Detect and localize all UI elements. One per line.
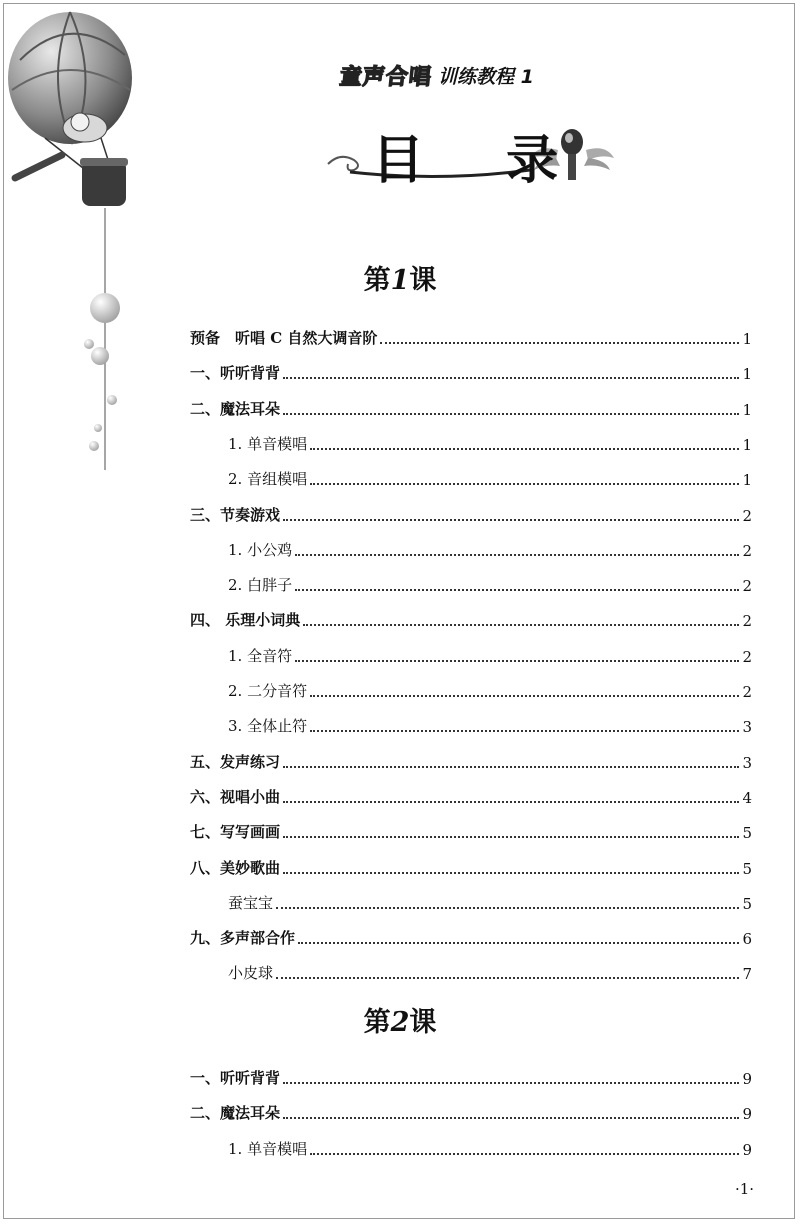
toc-entry[interactable] [190, 600, 752, 630]
toc-entry-page: 2 [742, 577, 752, 596]
toc-entry[interactable] [228, 1129, 752, 1159]
toc-leader-dots [276, 907, 739, 909]
toc-entry-label: 小皮球 [228, 964, 274, 983]
title-block [320, 112, 620, 192]
toc-entry-label: 八、美妙歌曲 [190, 858, 281, 877]
toc-entry-page: 2 [742, 506, 752, 525]
toc-entry[interactable] [190, 812, 752, 842]
toc-leader-dots [298, 942, 739, 944]
toc-entry[interactable] [228, 883, 752, 913]
toc-entry-label: 五、发声练习 [190, 752, 281, 771]
series-brand [340, 58, 534, 92]
toc-entry-page: 3 [742, 753, 752, 772]
lesson-2-heading: 第2课 [363, 1007, 437, 1038]
toc-entry-label: 1. 单音模唱 [228, 1139, 308, 1158]
toc-leader-dots [283, 872, 739, 874]
toc-entry[interactable] [190, 918, 752, 948]
toc-entry-page: 5 [742, 859, 752, 878]
toc-entry-page: 1 [742, 400, 752, 419]
toc-entry-page: 2 [742, 683, 752, 701]
toc-leader-dots [295, 589, 739, 591]
toc-entry[interactable] [228, 565, 752, 595]
toc-entry-label: 一、听听背背 [190, 1069, 281, 1087]
toc-entry-label: 六、视唱小曲 [190, 787, 281, 806]
toc-entry-label: 2. 二分音符 [228, 682, 308, 700]
toc-entry-page: 5 [742, 894, 752, 913]
toc-entry[interactable] [228, 636, 752, 666]
toc-leader-dots [380, 342, 739, 344]
toc-entry[interactable] [228, 671, 752, 701]
toc-entry-page: 6 [742, 930, 752, 949]
toc-entry[interactable] [228, 530, 752, 560]
toc-leader-dots [283, 377, 739, 379]
toc-leader-dots [295, 660, 739, 662]
toc-leader-dots [310, 448, 739, 450]
toc-entry-label: 2. 音组模唱 [228, 470, 308, 489]
toc-leader-dots [283, 413, 739, 415]
toc-entry[interactable] [228, 953, 752, 983]
toc-entry-page: 9 [742, 1105, 752, 1124]
toc-leader-dots [276, 977, 739, 979]
toc-entry[interactable] [190, 318, 752, 348]
toc-entry-page: 2 [742, 612, 752, 631]
toc-entry-label: 九、多声部合作 [190, 929, 296, 948]
toc-leader-dots [310, 695, 739, 697]
toc-entry-label: 1. 单音模唱 [228, 434, 308, 453]
toc-leader-dots [283, 1082, 739, 1084]
toc-entry-page: 7 [742, 965, 752, 984]
toc-entry[interactable] [228, 706, 752, 736]
toc-entry-label: 一、听听背背 [190, 364, 281, 383]
toc-entry-page: 1 [742, 471, 752, 490]
toc-entry-page: 1 [742, 365, 752, 384]
toc-entry[interactable] [190, 389, 752, 419]
toc-entry-label: 四、 乐理小词典 [190, 611, 301, 630]
toc-entry-page: 4 [742, 788, 752, 807]
toc-leader-dots [303, 624, 739, 626]
toc-entry-page: 9 [742, 1140, 752, 1159]
series-logo: 童声合唱 [338, 64, 434, 90]
toc-entry[interactable] [190, 848, 752, 878]
toc-entry-page: 1 [742, 435, 752, 454]
toc-leader-dots [283, 519, 739, 521]
toc-entry[interactable] [190, 353, 752, 383]
toc-entry-label: 蚕宝宝 [228, 893, 274, 912]
toc-entry-label: 2. 白胖子 [228, 576, 293, 595]
toc-entry-label: 1. 小公鸡 [228, 540, 293, 559]
toc-entry-page: 1 [742, 330, 752, 348]
hot-air-balloon-icon [0, 0, 160, 470]
toc-entry[interactable] [228, 459, 752, 489]
toc-leader-dots [283, 836, 739, 838]
toc-entry-page: 2 [742, 541, 752, 560]
toc-leader-dots [283, 801, 739, 803]
toc-entry-label: 3. 全体止符 [228, 717, 308, 736]
toc-leader-dots [310, 1153, 739, 1155]
toc-entry-label: 三、节奏游戏 [190, 505, 281, 524]
series-subtitle: 训练教程 1 [438, 65, 534, 88]
toc-leader-dots [283, 1117, 739, 1119]
toc-leader-dots [310, 483, 739, 485]
toc-leader-dots [295, 554, 739, 556]
page-number: ·1· [735, 1180, 755, 1198]
toc-entry-page: 3 [742, 718, 752, 737]
toc-entry[interactable] [228, 424, 752, 454]
toc-entry-page: 2 [742, 647, 752, 666]
page-title: 目 录 [372, 131, 591, 191]
toc-entry-label: 预备 听唱 C 自然大调音阶 [190, 329, 378, 347]
toc-entry-label: 七、写写画画 [190, 823, 281, 842]
toc-entry[interactable] [190, 495, 752, 525]
toc-entry-page: 5 [742, 824, 752, 843]
toc-leader-dots [283, 766, 739, 768]
lesson-1-heading: 第1课 [363, 265, 437, 296]
toc-entry[interactable] [190, 1058, 752, 1088]
toc-entry-label: 1. 全音符 [228, 646, 293, 665]
toc-entry[interactable] [190, 777, 752, 807]
toc-entry-page: 9 [742, 1070, 752, 1088]
toc-entry-label: 二、魔法耳朵 [190, 399, 281, 418]
toc-entry[interactable] [190, 742, 752, 772]
toc-entry[interactable] [190, 1093, 752, 1123]
toc-leader-dots [310, 730, 739, 732]
toc-entry-label: 二、魔法耳朵 [190, 1104, 281, 1123]
